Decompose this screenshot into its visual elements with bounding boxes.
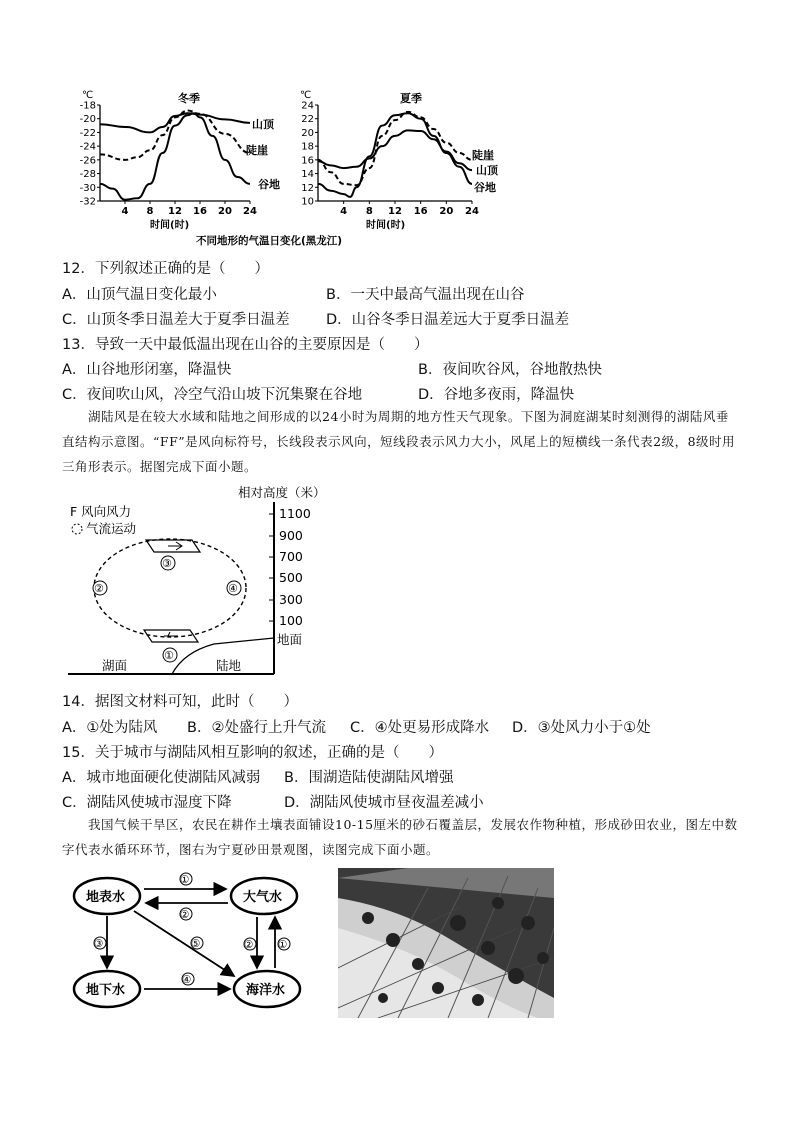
winter-xtick-label: 16 [193,206,207,217]
winter-ytick-label: -32 [79,196,96,208]
winter-title: 冬季 [178,92,200,105]
label-3: ③ [94,938,104,950]
atmos-water-label: 大气水 [243,890,283,905]
winter-xtick-label: 12 [168,206,182,217]
winter-xtick-label: 8 [146,206,154,217]
summer-legend-valley: 谷地 [474,181,496,194]
q12-option-c[interactable]: C．山顶冬季日温差大于夏季日温差 [62,312,290,328]
winter-xtick-label: 4 [121,206,129,217]
height-tick-500: 500 [279,570,303,585]
winter-line-2 [100,110,250,159]
q13-option-b[interactable]: B．夜间吹谷风，谷地散热快 [418,362,602,378]
lake-surface-label: 湖面 [102,658,128,673]
land-label: 陆地 [216,658,242,673]
winter-ytick-label: -30 [79,182,96,194]
legend-flow-icon [72,524,82,534]
sand-field-photo-texture [338,868,554,1018]
label-5: ⑤ [191,938,201,950]
summer-chart [300,90,499,231]
label-4: ④ [182,974,192,986]
height-ticks [269,506,311,628]
sand-field-intro: 我国气候干旱区，农民在耕作土壤表面铺设10-15厘米的砂石覆盖层，发展农作物种植，形成砂田农业，图左中数字代表水循环环节，图右为宁夏砂田景观图，读图完成下面小题。 [62,817,738,857]
legend-air-flow: 气流运动 [86,521,137,536]
sand-field-photo [338,868,554,1018]
q12-stem: 12．下列叙述正确的是（ ） [62,261,269,277]
q13-option-d[interactable]: D．谷地多夜雨，降温快 [418,387,575,403]
winter-xtick-label: 20 [218,206,232,217]
summer-line-2 [318,130,472,170]
summer-ytick-label: 10 [301,196,314,208]
summer-ytick-label: 24 [301,100,314,112]
q12-option-d[interactable]: D．山谷冬季日温差远大于夏季日温差 [326,312,570,328]
lower-wind-vane-icon [164,632,178,636]
winter-line-1 [100,113,250,132]
summer-title: 夏季 [400,92,422,105]
winter-ytick-label: -26 [79,155,96,167]
summer-xtick-label: 20 [439,206,454,217]
summer-ytick-label: 16 [301,155,314,167]
summer-xtick-label: 4 [340,206,348,217]
height-tick-900: 900 [279,528,303,543]
q14-option-b[interactable]: B．②处盛行上升气流 [187,720,326,736]
winter-xtick-label: 24 [243,206,257,217]
winter-ytick-label: -20 [79,114,96,126]
label-1-right: ① [278,939,288,951]
surface-water-label: 地表水 [86,890,126,905]
q15-option-b[interactable]: B．围湖造陆使湖陆风增强 [284,770,454,786]
height-tick-100: 100 [279,613,303,628]
summer-unit: ℃ [300,90,312,101]
winter-xlabel: 时间(时) [150,220,190,231]
q12-option-b[interactable]: B．一天中最高气温出现在山谷 [326,287,525,303]
summer-ytick-label: 14 [301,169,314,181]
winter-ytick-label: -22 [79,127,96,139]
q14-option-c[interactable]: C．④处更易形成降水 [350,720,490,736]
summer-xtick-label: 24 [465,206,479,217]
q15-option-d[interactable]: D．湖陆风使城市昼夜温差减小 [284,795,484,811]
water-cycle-diagram [64,866,324,1022]
ocean-water-label: 海洋水 [246,983,286,998]
marker-3: ③ [162,557,172,570]
air-circulation-loop [94,539,246,637]
summer-line-3 [318,113,472,197]
label-2-top: ② [180,909,190,921]
winter-legend-valley: 谷地 [258,178,280,191]
lake-land-breeze-intro: 湖陆风是在较大水域和陆地之间形成的以24小时为周期的地方性天气现象。下图为洞庭湖某时刻测得的湖陆风垂直结构示意图。“FF”是风向标符号，长线段表示风向，短线段表示风力大小，风尾上的短横线一条代表2级，8级时用三角形表示。据图完成下面小题。 [62,409,736,474]
summer-ytick-label: 22 [301,114,314,126]
winter-unit: ℃ [82,90,94,101]
q14-option-a[interactable]: A．①处为陆风 [62,720,158,736]
height-tick-1100: 1100 [279,506,311,521]
summer-xtick-label: 12 [388,206,402,217]
q13-stem: 13．导致一天中最低温出现在山谷的主要原因是（ ） [62,337,429,353]
summer-ytick-label: 18 [301,141,314,153]
label-1-top: ① [180,874,190,886]
winter-legend-summit: 山顶 [252,118,274,131]
winter-ytick-label: -28 [79,169,96,181]
q13-option-a[interactable]: A．山谷地形闭塞，降温快 [62,362,232,378]
height-tick-700: 700 [279,549,303,564]
summer-line-1 [318,112,472,185]
marker-1: ① [164,649,174,662]
winter-ytick-label: -24 [79,141,96,153]
q15-option-a[interactable]: A．城市地面硬化使湖陆风减弱 [62,770,261,786]
winter-legend-cliff: 陡崖 [246,144,268,157]
q15-option-c[interactable]: C．湖陆风使城市湿度下降 [62,795,232,811]
temperature-charts-figure [60,88,500,248]
q15-stem: 15．关于城市与湖陆风相互影响的叙述，正确的是（ ） [62,745,443,761]
summer-xtick-label: 16 [413,206,428,217]
marker-2: ② [94,582,104,595]
label-2-right: ② [244,939,254,951]
q14-option-d[interactable]: D．③处风力小于①处 [512,720,651,736]
ground-water-label: 地下水 [86,983,126,998]
q14-stem: 14．据图文材料可知，此时（ ） [62,694,298,710]
summer-legend-summit: 山顶 [476,164,498,177]
q13-option-c[interactable]: C．夜间吹山风，冷空气沿山坡下沉集聚在谷地 [62,387,363,403]
winter-chart [80,90,280,231]
q12-option-a[interactable]: A．山顶气温日变化最小 [62,287,217,303]
summer-ytick-label: 12 [301,182,314,194]
lake-land-breeze-figure [64,484,354,680]
winter-ytick-label: -18 [79,100,96,112]
ground-label: 地面 [277,632,303,647]
summer-legend-cliff: 陡崖 [472,149,494,162]
height-tick-300: 300 [279,592,303,607]
upper-wind-vane-icon [168,542,182,550]
summer-xtick-label: 8 [365,206,373,217]
marker-4: ④ [228,582,238,595]
legend-wind-vane: F 风向风力 [70,504,132,519]
figure1-caption: 不同地形的气温日变化(黑龙江) [196,235,343,247]
summer-xlabel: 时间(时) [366,220,406,231]
summer-ytick-label: 20 [301,127,314,139]
height-axis-label: 相对高度（米） [238,485,326,500]
